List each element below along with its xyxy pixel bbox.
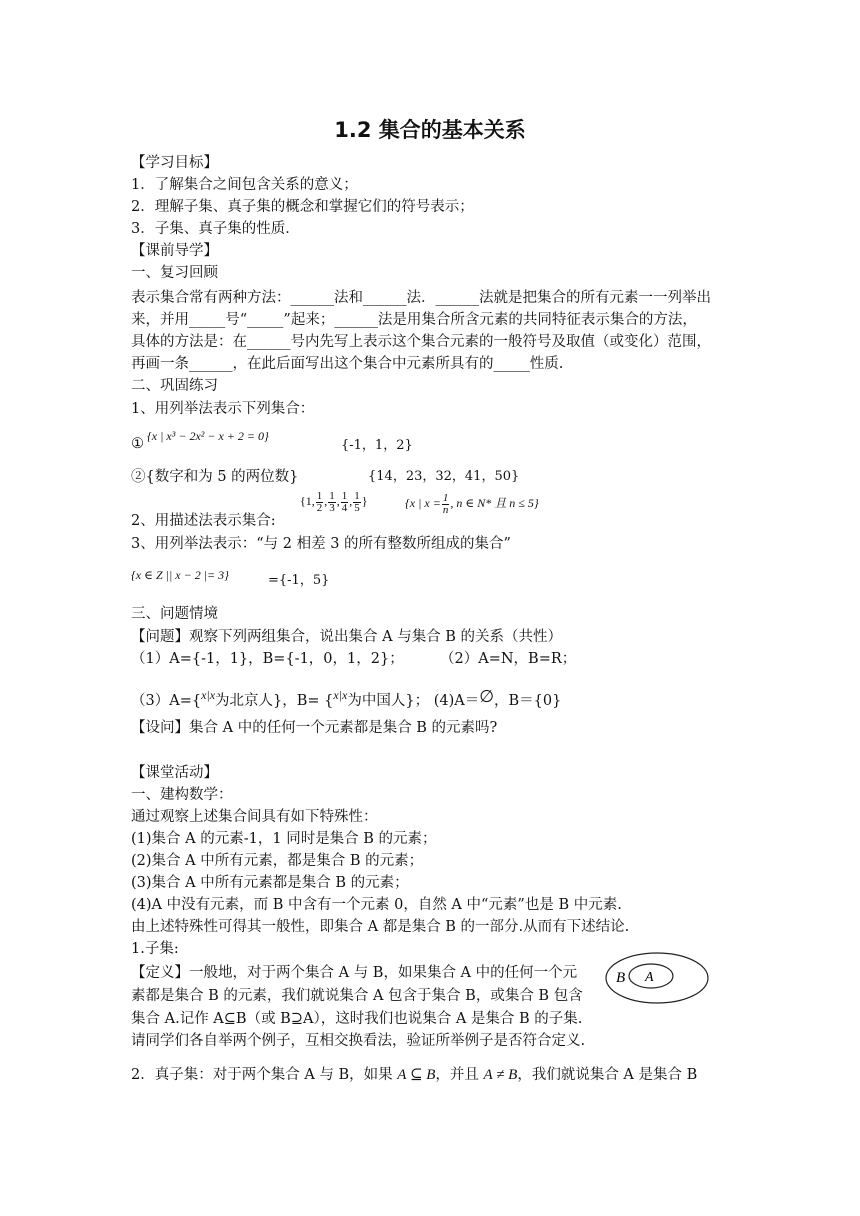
section-heading: 一、复习回顾 xyxy=(131,265,218,281)
numerator: 1 xyxy=(329,489,335,502)
text-part: ，B＝{0} xyxy=(494,693,562,709)
section-heading: 二、巩固练习 xyxy=(131,378,218,394)
text-line: （2）A=N，B=R； xyxy=(440,651,577,667)
denominator: n xyxy=(442,503,449,516)
venn-diagram xyxy=(604,950,710,1006)
text-part: ，我们就说集合 A 是集合 B xyxy=(517,1067,698,1083)
text-line: 表示集合常有两种方法：______法和______法．______法就是把集合的所有元素一一列举出 xyxy=(131,290,711,306)
text-part: ，并且 xyxy=(435,1067,479,1083)
text-line: 1.子集: xyxy=(131,941,179,957)
fraction xyxy=(316,491,324,514)
fraction xyxy=(328,491,336,514)
numerator: 1 xyxy=(354,489,360,502)
fraction xyxy=(353,491,361,514)
denominator: 3 xyxy=(329,501,335,514)
math-neq: A ≠ B xyxy=(483,1067,518,1083)
set-prefix: {1, xyxy=(300,494,315,508)
numerator: 1 xyxy=(442,491,449,504)
math-xbar: x|x xyxy=(201,688,216,702)
numerator: 1 xyxy=(316,489,323,502)
venn-svg xyxy=(604,950,710,1006)
item-marker: ① xyxy=(131,436,144,452)
text-line: 由上述特殊性可得其一般性，即集合 A 都是集合 B 的一部分.从而有下述结论. xyxy=(131,919,630,935)
definition-line: 集合 A.记作 A⊆B（或 B⊇A），这时我们也说集合 A 是集合 B 的子集. xyxy=(131,1011,583,1027)
text-line: 【问题】观察下列两组集合，说出集合 A 与集合 B 的关系（共性） xyxy=(131,629,563,645)
page-title: 1.2 集合的基本关系 xyxy=(334,118,526,142)
text-line: 来，并用_____号“_____”起来；______法是用集合所含元素的共同特征表示集合的方法， xyxy=(131,312,697,328)
set-prefix: {x | x = xyxy=(405,496,441,510)
text-line: (1)集合 A 的元素-1，1 同时是集合 B 的元素； xyxy=(131,831,437,847)
math-set-3 xyxy=(405,492,539,516)
text-line: 【设问】集合 A 中的任何一个元素都是集合 B 的元素吗? xyxy=(131,720,498,736)
text-line: （1）A={-1，1}，B={-1，0，1，2}； xyxy=(131,651,404,667)
text-line: 3．子集、真子集的性质． xyxy=(131,221,300,237)
text-part: （3）A={ xyxy=(131,693,202,709)
section-heading: 【课前导学】 xyxy=(131,243,218,259)
exercise-1 xyxy=(131,433,144,455)
text-line: 1．了解集合之间包含关系的意义； xyxy=(131,177,358,193)
text-line: 2．理解子集、真子集的概念和掌握它们的符号表示； xyxy=(131,199,474,215)
text-line: (2)集合 A 中所有元素，都是集合 B 的元素； xyxy=(131,853,424,869)
text-line: 通过观察上述集合间具有如下特殊性： xyxy=(131,809,378,825)
section-heading: 【学习目标】 xyxy=(131,155,218,171)
math-subset: A ⊆ B xyxy=(397,1067,436,1083)
denominator: 2 xyxy=(316,501,323,514)
section-heading: 一、建构数学： xyxy=(131,787,233,803)
fraction xyxy=(442,493,450,516)
denominator: 4 xyxy=(341,501,348,514)
math-set-2: {1, $\frac{1}{2}$ , $\frac{1}{3}$ , $\frac{1}{4}$ , $\frac{1}{5}$ } xyxy=(300,489,368,514)
denominator: 5 xyxy=(354,501,360,514)
text-part: 为北京人}，B= { xyxy=(215,693,334,709)
set-suffix: , n ∈ N* 且 n ≤ 5} xyxy=(450,496,539,510)
text-line: 请同学们各自举两个例子，互相交换看法，验证所举例子是否符合定义. xyxy=(131,1033,586,1049)
math-set-1: {x | x³ − 2x² − x + 2 = 0} xyxy=(147,429,269,443)
exercise-4: 3、用列举法表示：“与 2 相差 3 的所有整数所组成的集合” xyxy=(131,536,511,552)
definition-line: 【定义】一般地，对于两个集合 A 与 B，如果集合 A 中的任何一个元 xyxy=(131,965,578,981)
text-line: (3)集合 A 中所有元素都是集合 B 的元素； xyxy=(131,875,409,891)
math-xbar: x|x xyxy=(333,688,348,702)
inner-label: A xyxy=(645,970,654,985)
fraction xyxy=(341,491,349,514)
math-set-4: {x ∈ Z || x − 2 |= 3} xyxy=(131,568,229,582)
text-line: 再画一条______，在此后面写出这个集合中元素所具有的_____性质. xyxy=(131,356,564,372)
exercise-2: ②{数字和为 5 的两位数} xyxy=(131,469,299,485)
answer-4: ={-1，5} xyxy=(268,573,330,588)
definition-line: 素都是集合 B 的元素，我们就说集合 A 包含于集合 B，或集合 B 包含 xyxy=(131,988,583,1004)
text-part: 为中国人}； (4)A＝ xyxy=(347,693,480,709)
text-line: 具体的方法是：在______号内先写上表示这个集合元素的一般符号及取值（或变化）范围， xyxy=(131,334,711,350)
text-line xyxy=(131,684,561,712)
text-line: (4)A 中没有元素，而 B 中含有一个元素 0，自然 A 中“元素”也是 B 中元素. xyxy=(131,897,622,913)
empty-set-symbol: ∅ xyxy=(479,687,495,707)
answer-1: {-1，1，2} xyxy=(341,438,413,453)
section-heading: 三、问题情境 xyxy=(131,606,218,622)
text-part: 2．真子集：对于两个集合 A 与 B，如果 xyxy=(131,1067,393,1083)
answer-2: {14，23，32，41，50} xyxy=(368,469,520,484)
outer-label: B xyxy=(616,970,626,986)
text-line: 1、用列举法表示下列集合： xyxy=(131,401,315,417)
numerator: 1 xyxy=(341,489,348,502)
section-heading: 【课堂活动】 xyxy=(131,765,218,781)
text-line xyxy=(131,1064,697,1086)
exercise-3: 2、用描述法表示集合: xyxy=(131,513,276,529)
